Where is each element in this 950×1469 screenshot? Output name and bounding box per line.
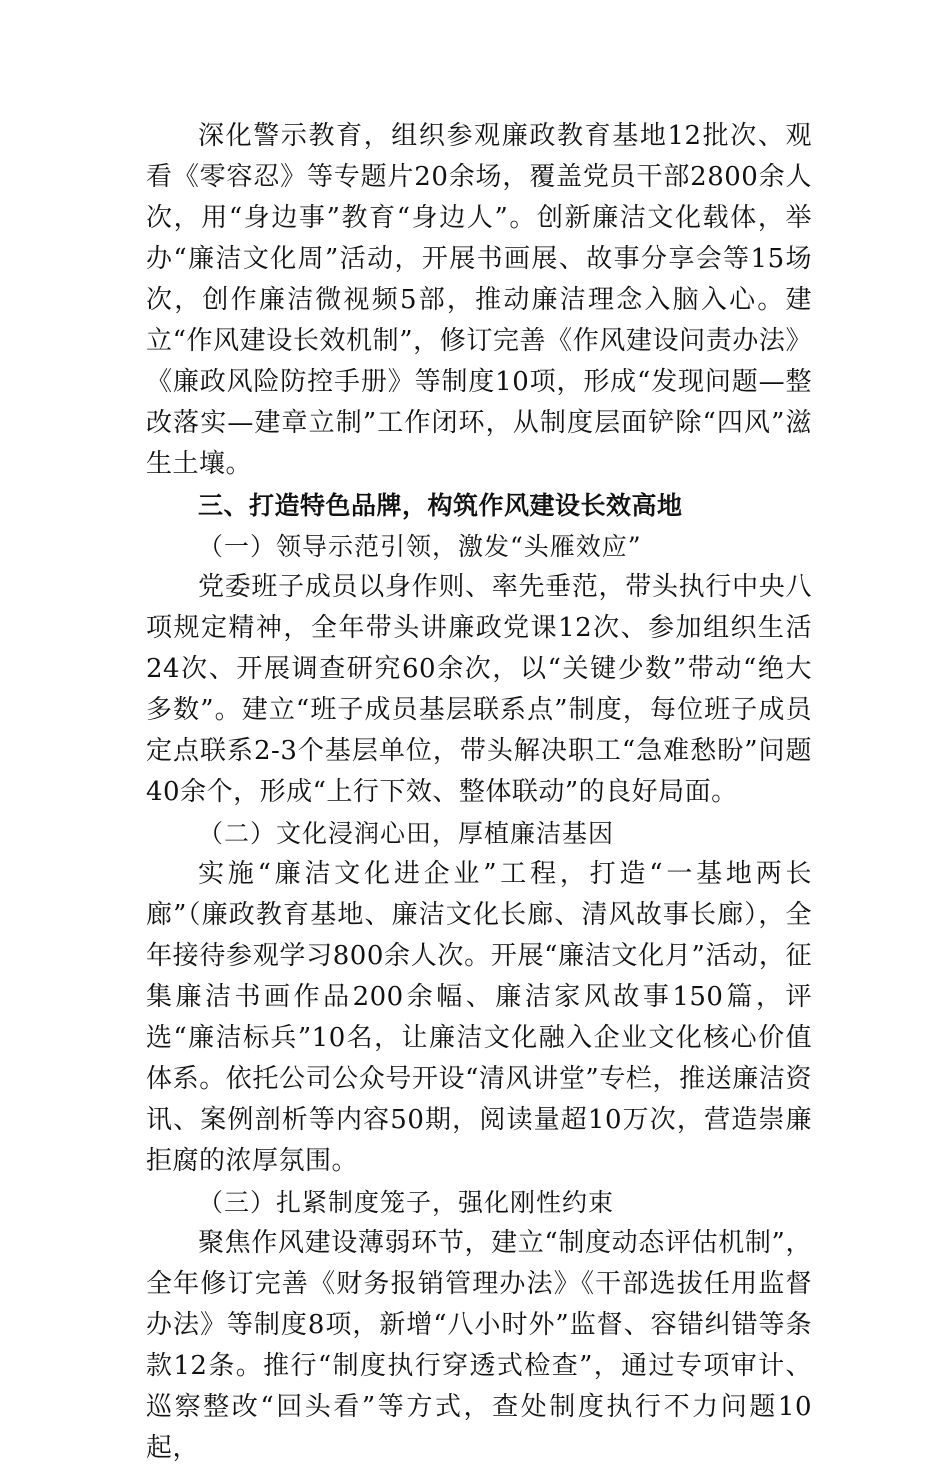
subsection-heading-3: （三）扎紧制度笼子，强化刚性约束 — [198, 1188, 615, 1217]
body-paragraph-1: 深化警示教育，组织参观廉政教育基地12批次、观看《零容忍》等专题片20余场，覆盖党员干部2800余人次，用“身边事”教育“身边人”。创新廉洁文化载体，举办“廉洁文化周”活动，开展书画展、故事分享会等15场次，创作廉洁微视频5部，推动廉洁理念入脑入心。建立“作风建设长效机制”，修订完善《作风建设问责办法》《廉政风险防控手册》等制度10项，形成“发现问题—整改落实—建章立制”工作闭环，从制度层面铲除“四风”滋生土壤。 — [146, 121, 812, 479]
document-page — [146, 116, 812, 1469]
section-heading-3: 三、打造特色品牌，构筑作风建设长效高地 — [198, 491, 683, 520]
body-paragraph-3: 实施“廉洁文化进企业”工程，打造“一基地两长廊”（廉政教育基地、廉洁文化长廊、清风故事长廊），全年接待参观学习800余人次。开展“廉洁文化月”活动，征集廉洁书画作品200余幅、廉洁家风故事150篇，评选“廉洁标兵”10名，让廉洁文化融入企业文化核心价值体系。依托公司公众号开设“清风讲堂”专栏，推送廉洁资讯、案例剖析等内容50期，阅读量超10万次，营造崇廉拒腐的浓厚氛围。 — [146, 859, 812, 1176]
body-paragraph-2: 党委班子成员以身作则、率先垂范，带头执行中央八项规定精神，全年带头讲廉政党课12次、参加组织生活24次、开展调查研究60余次，以“关键少数”带动“绝大多数”。建立“班子成员基层联系点”制度，每位班子成员定点联系2-3个基层单位，带头解决职工“急难愁盼”问题40余个，形成“上行下效、整体联动”的良好局面。 — [146, 572, 812, 807]
subsection-heading-1: （一）领导示范引领，激发“头雁效应” — [198, 532, 642, 561]
subsection-heading-2: （二）文化浸润心田，厚植廉洁基因 — [198, 819, 615, 848]
body-paragraph-4: 聚焦作风建设薄弱环节，建立“制度动态评估机制”，全年修订完善《财务报销管理办法》《干部选拔任用监督办法》等制度8项，新增“八小时外”监督、容错纠错等条款12条。推行“制度执行穿透式检查”，通过专项审计、巡察整改“回头看”等方式，查处制度执行不力问题10起， — [146, 1228, 812, 1463]
